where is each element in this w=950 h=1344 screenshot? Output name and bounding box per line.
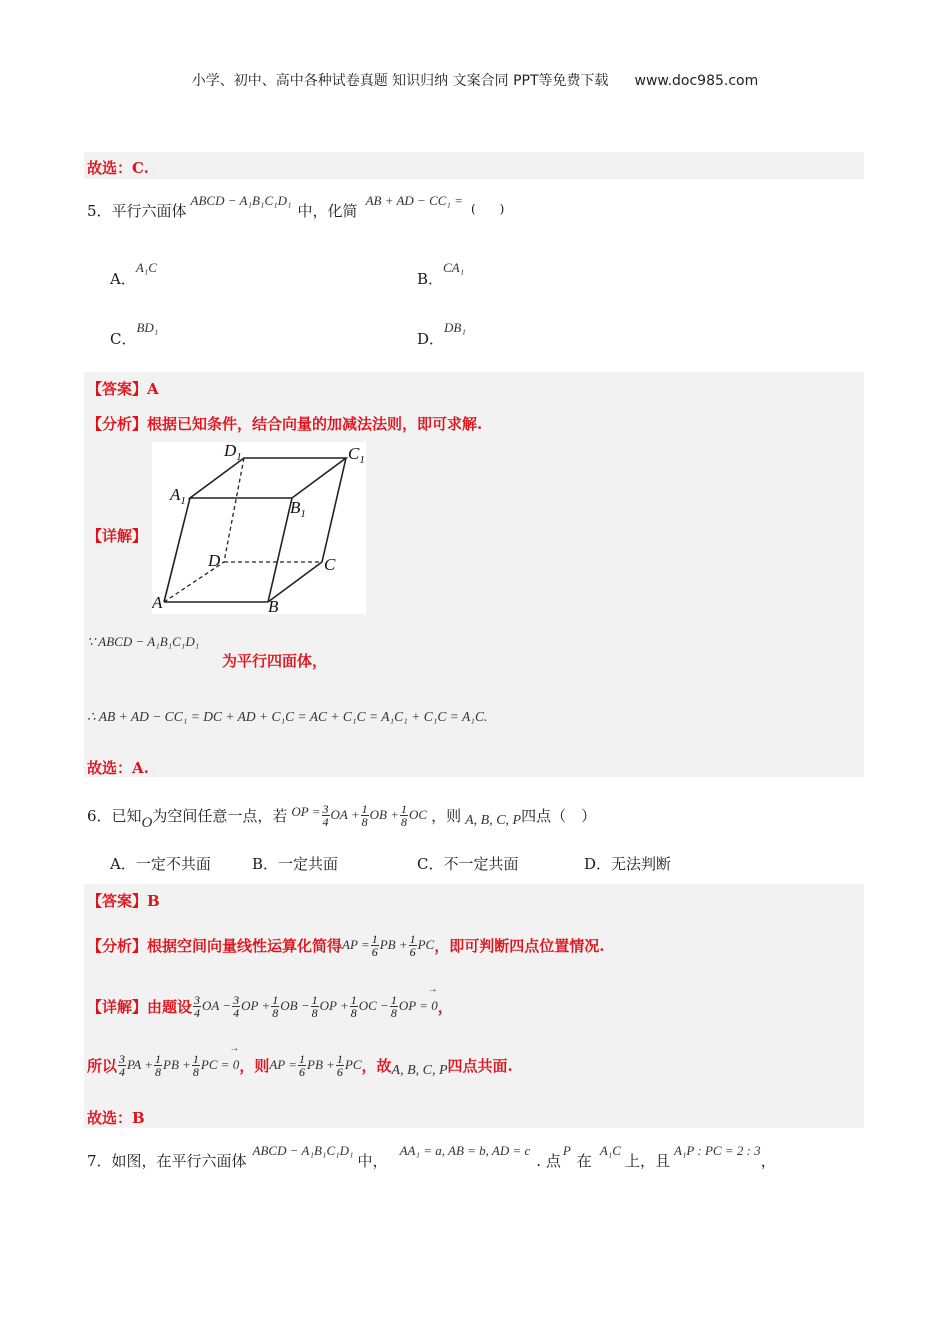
- q6-detail-t2: OP +: [241, 998, 271, 1013]
- q7-condition: AA₁ = a, AB = b, AD = c: [399, 1142, 531, 1158]
- q6-frac-2: $\frac{1}{8}$: [361, 801, 368, 829]
- q6-so-d: 四点共面.: [447, 1056, 513, 1075]
- label-a: A: [152, 593, 163, 612]
- q6-detail-t6: → OP = 0: [398, 984, 438, 1013]
- q6-detail-frac-6: $\frac{1}{8}$: [390, 992, 397, 1020]
- q6-text2: ，则: [431, 806, 462, 825]
- q5-analysis: 【分析】根据已知条件，结合向量的加减法法则，即可求解.: [87, 415, 483, 433]
- q6-detail-comma: ，: [437, 997, 453, 1016]
- q5-option-d[interactable]: [417, 320, 466, 349]
- q6-so-eq-frac-2: $\frac{1}{6}$: [336, 1051, 343, 1079]
- q6-analysis-pb: PB +: [379, 937, 408, 952]
- q5-option-a[interactable]: [110, 260, 157, 289]
- q5-option-a-label: A．: [110, 270, 136, 288]
- q6-option-c[interactable]: C．不一定共面: [417, 855, 519, 873]
- q6-detail-t4: OP +: [319, 998, 349, 1013]
- q6-so-t3: → PC = 0: [200, 1043, 240, 1072]
- q6-answer-label: 【答案】B: [87, 892, 160, 910]
- q6-detail-frac-4: $\frac{1}{8}$: [311, 992, 318, 1020]
- q6-so-points: A, B, C, P: [391, 1063, 448, 1078]
- q6-point-o: O: [141, 814, 153, 831]
- q6-final: 故选：B: [87, 1109, 145, 1127]
- q6-so-a: 所以: [87, 1056, 118, 1075]
- q6-term-ob: OB +: [369, 807, 400, 822]
- q6-number: 6．已知: [87, 806, 142, 825]
- q6-analysis-frac-2: $\frac{1}{6}$: [409, 931, 416, 959]
- q7-t5: ，: [760, 1152, 776, 1170]
- q6-analysis-frac-1: $\frac{1}{6}$: [371, 931, 378, 959]
- q6-term-oc: OC: [409, 807, 428, 822]
- q7-stem: [87, 1142, 776, 1171]
- q5-because-math: ∵ ABCD − A₁B₁C₁D₁: [87, 634, 200, 649]
- q6-frac-1: $\frac{3}{4}$: [322, 801, 329, 829]
- q7-t1: 中，: [357, 1152, 388, 1170]
- q6-detail-t5: OC −: [358, 998, 389, 1013]
- q5-answer-label: 【答案】A: [87, 380, 159, 398]
- header-text: 小学、初中、高中各种试卷真题 知识归纳 文案合同 PPT等免费下载: [191, 73, 609, 89]
- q6-detail-frac-5: $\frac{1}{8}$: [350, 992, 357, 1020]
- q6-text3: 四点（ ）: [521, 806, 597, 825]
- page-header: [0, 70, 950, 90]
- q6-detail-a: 【详解】由题设: [87, 997, 193, 1016]
- q6-so-eq-pc: PC: [344, 1057, 362, 1072]
- q6-analysis: [87, 928, 604, 962]
- q5-solid: ABCD − A₁B₁C₁D₁: [190, 192, 292, 208]
- q5-option-c-value: BD₁: [136, 320, 159, 335]
- q6-term-oa: OA +: [330, 807, 360, 822]
- q6-conclusion: [87, 1045, 513, 1085]
- q6-detail-t1: OA −: [202, 998, 232, 1013]
- q5-expression: AB + AD − CC₁ =: [365, 192, 463, 208]
- q7-t3: 在: [576, 1152, 592, 1170]
- label-d: D: [208, 551, 221, 570]
- zero-vector-arrow-icon: →: [229, 1043, 240, 1054]
- q7-ratio: A₁P : PC = 2 : 3: [673, 1142, 761, 1158]
- q6-option-a[interactable]: A．一定不共面: [110, 855, 211, 873]
- q5-option-b-label: B．: [417, 270, 444, 288]
- q5-therefore: ∴ AB + AD − CC₁ = DC + AD + C₁C = AC + C₁C = A₁C₁ + C₁C = A₁C.: [87, 709, 488, 724]
- header-url[interactable]: www.doc985.com: [634, 73, 759, 89]
- q6-so-eq-pb: PB +: [307, 1057, 335, 1072]
- q6-so-frac-3: $\frac{1}{8}$: [192, 1051, 199, 1079]
- q5-option-b[interactable]: [417, 260, 465, 289]
- q5-stem: [87, 192, 505, 221]
- q7-solid: ABCD − A₁B₁C₁D₁: [252, 1142, 354, 1158]
- q6-stem: [87, 798, 596, 832]
- q7-segment: A₁C: [599, 1142, 621, 1158]
- q7-t2: . 点: [536, 1152, 561, 1170]
- q5-option-b-value: CA₁: [443, 260, 465, 275]
- q6-analysis-ap: AP =: [342, 937, 370, 952]
- parallelepiped-figure: [152, 442, 366, 614]
- q6-eq-left: OP =: [291, 804, 321, 819]
- q5-mid: 中，化简: [297, 202, 358, 220]
- q6-option-d[interactable]: D．无法判断: [584, 855, 672, 873]
- q6-detail: [87, 986, 453, 1026]
- q4-answer-block: [84, 152, 864, 179]
- q5-final: 故选：A.: [87, 759, 149, 777]
- q5-option-a-value: A₁C: [135, 260, 157, 275]
- q6-frac-3: $\frac{1}{8}$: [401, 801, 408, 829]
- q6-so-c: ，故: [361, 1056, 392, 1075]
- q5-option-c-label: C．: [110, 330, 137, 348]
- q5-number: 5．平行六面体: [87, 202, 187, 220]
- label-a1: $A_1$: [170, 485, 186, 507]
- q6-text1: 为空间任意一点，若: [152, 806, 288, 825]
- q6-so-b: ，则: [239, 1056, 270, 1075]
- q5-because-text: 为平行四面体，: [222, 652, 328, 670]
- q6-detail-frac-1: $\frac{3}{4}$: [194, 992, 201, 1020]
- zero-vector-arrow-icon: →: [427, 984, 438, 995]
- q7-t4: 上，且: [624, 1152, 670, 1170]
- q6-analysis-b: ，即可判断四点位置情况.: [434, 936, 605, 955]
- label-d1: $D_1$: [224, 442, 242, 463]
- q5-option-d-value: DB₁: [444, 320, 466, 335]
- q6-detail-frac-2: $\frac{3}{4}$: [233, 992, 240, 1020]
- q5-option-d-label: D．: [417, 330, 445, 348]
- q6-analysis-a: 【分析】根据空间向量线性运算化简得: [87, 936, 343, 955]
- q6-so-eq-ap: AP =: [269, 1057, 297, 1072]
- q6-so-t2: PB +: [163, 1057, 191, 1072]
- q5-detail-label: 【详解】: [87, 527, 148, 545]
- label-b1: $B_1$: [290, 498, 306, 520]
- q6-option-b[interactable]: B．一定共面: [252, 855, 339, 873]
- q6-analysis-pc: PC: [417, 937, 435, 952]
- q6-so-t1: PA +: [127, 1057, 154, 1072]
- q6-points: A, B, C, P: [465, 813, 522, 828]
- q7-point-p: P: [562, 1142, 571, 1158]
- q5-option-c[interactable]: [110, 320, 159, 349]
- label-c1: $C_1$: [348, 444, 365, 466]
- q6-detail-frac-3: $\frac{1}{8}$: [272, 992, 279, 1020]
- q7-number: 7．如图，在平行六面体: [87, 1152, 247, 1170]
- q6-so-eq-frac-1: $\frac{1}{6}$: [299, 1051, 305, 1079]
- q6-so-frac-1: $\frac{3}{4}$: [119, 1051, 126, 1079]
- label-b: B: [268, 597, 279, 614]
- q5-paren: ( ): [470, 202, 505, 216]
- q6-so-frac-2: $\frac{1}{8}$: [155, 1051, 162, 1079]
- q4-answer: 故选：C.: [87, 159, 149, 177]
- q6-detail-t3: OB −: [280, 998, 310, 1013]
- label-c: C: [324, 555, 336, 574]
